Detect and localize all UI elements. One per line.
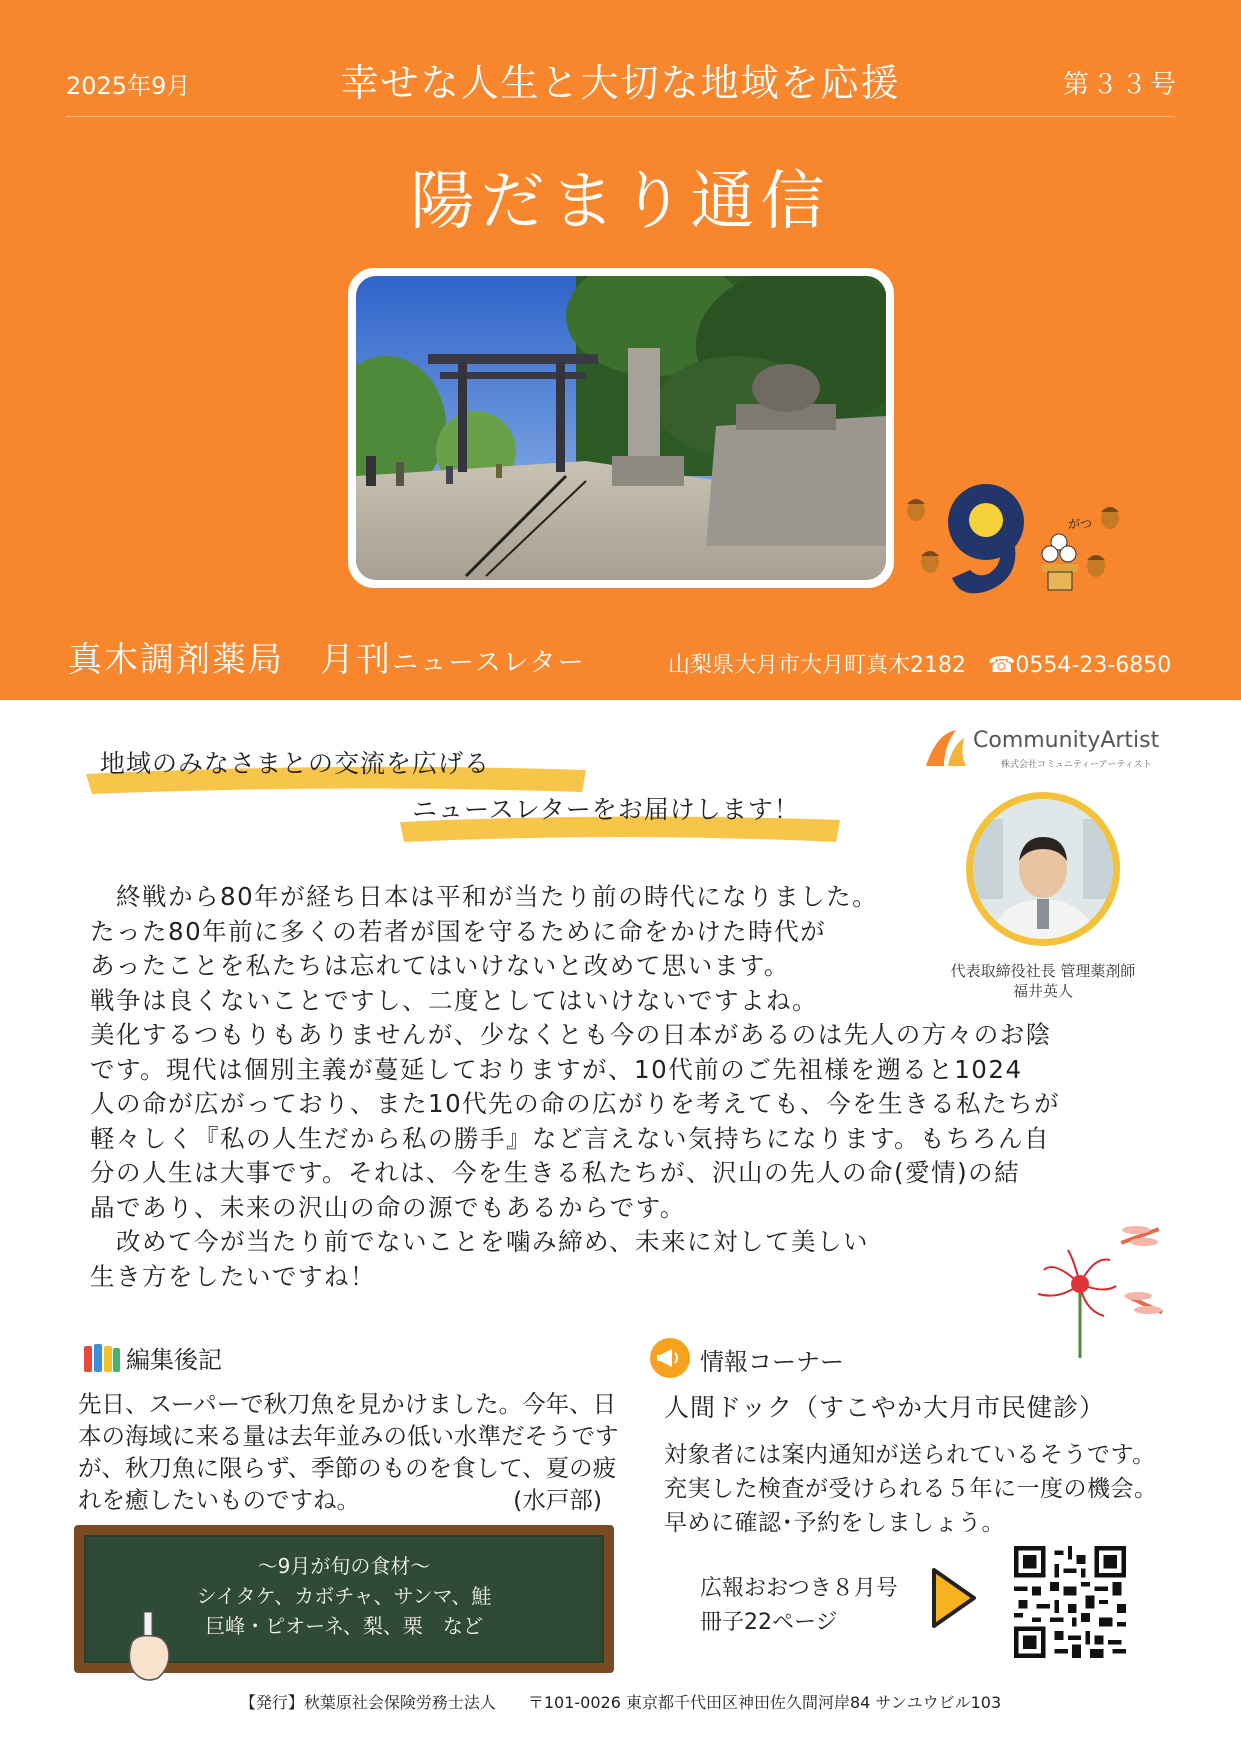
publisher-footer: 【発行】秋葉原社会保険労務士法人 〒101-0026 東京都千代田区神田佐久間河岸84 サンユウビル103 bbox=[239, 1693, 1002, 1712]
message-line: です。現代は個別主義が蔓延しておりますが、10代前のご先祖様を遡ると1024 bbox=[90, 1054, 1023, 1084]
store-name-main: 真木調剤薬局 月刊 bbox=[68, 640, 392, 680]
editor-note-body bbox=[78, 1388, 638, 1516]
editor-note-line-last bbox=[78, 1484, 638, 1516]
issue-number: 第３３号 bbox=[1062, 70, 1179, 100]
blackboard-line: 巨峰・ピオーネ、梨、栗 など bbox=[205, 1614, 483, 1638]
message-line: 晶であり、未来の沢山の命の源でもあるからです。 bbox=[90, 1192, 686, 1222]
headline-line-1: 地域のみなさまとの交流を広げる bbox=[100, 749, 491, 778]
message-line: 軽々しく『私の人生だから私の勝手』など言えない気持ちになります。もちろん自 bbox=[90, 1123, 1051, 1153]
message-line: 生き方をしたいですね！ bbox=[90, 1261, 376, 1291]
megaphone-glyph bbox=[650, 1338, 690, 1378]
info-line: 早めに確認･予約をしましょう。 bbox=[664, 1510, 1005, 1536]
store-name-sub: ニュースレター bbox=[392, 648, 586, 678]
representative-title: 代表取締役社長 管理薬剤師 bbox=[950, 962, 1136, 980]
message-line: たった80年前に多くの若者が国を守るために命をかけた時代が bbox=[90, 916, 827, 946]
info-corner-title: 情報コーナー bbox=[700, 1348, 844, 1376]
blackboard-line: シイタケ、カボチャ、サンマ、鮭 bbox=[196, 1584, 492, 1608]
september-moon-illustration bbox=[904, 470, 1134, 600]
message-line: 美化するつもりもありませんが、少なくとも今の日本があるのは先人の方々のお陰 bbox=[90, 1020, 1052, 1049]
editor-signature: (水戸部) bbox=[513, 1486, 602, 1514]
bulletin-issue: 広報おおつき８月号 bbox=[700, 1576, 898, 1601]
store-address: 山梨県大月市大月町真木2182 ☎0554-23-6850 bbox=[668, 653, 1172, 678]
info-line: 対象者には案内通知が送られているそうです。 bbox=[664, 1442, 1156, 1468]
message-body bbox=[90, 880, 1170, 1294]
logo-subtitle: 株式会社コミュニティーアーティスト bbox=[1001, 760, 1152, 770]
spider-lily-dragonfly-illustration bbox=[1024, 1220, 1174, 1360]
public-bulletin-reference bbox=[700, 1572, 898, 1640]
message-line: 人の命が広がっており、また10代先の命の広がりを考えても、今を生きる私たちが bbox=[90, 1089, 1061, 1118]
message-line: 分の人生は大事です。それは、今を生きる私たちが、沢山の先人の命(愛情)の結 bbox=[90, 1158, 1021, 1187]
message-line: あったことを私たちは忘れてはいけないと改めて思います。 bbox=[90, 951, 790, 980]
message-line: 戦争は良くないことですし、二度としてはいけないですよね。 bbox=[90, 985, 818, 1015]
store-name bbox=[68, 632, 586, 681]
hand-with-chalk-icon bbox=[118, 1612, 184, 1684]
editor-note-line: 先日、スーパーで秋刀魚を見かけました。今年、日 bbox=[78, 1390, 617, 1418]
blackboard-heading: ～9月が旬の食材～ bbox=[257, 1554, 431, 1578]
header-divider bbox=[66, 116, 1175, 117]
shrine-photo bbox=[356, 276, 886, 580]
editor-note-line: れを癒したいものですね。 bbox=[78, 1486, 360, 1514]
header-banner bbox=[0, 0, 1241, 700]
editor-note-line: が、秋刀魚に限らず、季節のものを食して、夏の疲 bbox=[78, 1454, 617, 1482]
headline-line-2: ニュースレターをお届けします！ bbox=[412, 795, 800, 824]
editor-note-line: 本の海域に来る量は去年並みの低い水準だそうです bbox=[78, 1422, 619, 1450]
newsletter-title: 陽だまり通信 bbox=[410, 165, 831, 239]
pencils-icon bbox=[82, 1340, 122, 1374]
logo-name: CommunityArtist bbox=[973, 728, 1160, 753]
shrine-photo-frame bbox=[348, 268, 894, 588]
play-arrow-icon bbox=[928, 1566, 980, 1630]
shrine-photo-image bbox=[356, 276, 886, 580]
message-line: 終戦から80年が経ち日本は平和が当たり前の時代になりました。 bbox=[90, 882, 879, 911]
megaphone-icon bbox=[650, 1338, 690, 1378]
info-body bbox=[664, 1438, 1158, 1540]
representative-name: 福井英人 bbox=[1012, 982, 1073, 1000]
issue-date: 2025年9月 bbox=[66, 72, 191, 100]
info-subtitle: 人間ドック（すこやか大月市民健診） bbox=[664, 1393, 1106, 1422]
month-badge: がつ bbox=[1068, 517, 1093, 531]
bulletin-page: 冊子22ページ bbox=[700, 1610, 838, 1635]
header-slogan: 幸せな人生と大切な地域を応援 bbox=[340, 61, 901, 105]
qr-code[interactable] bbox=[1014, 1546, 1126, 1658]
info-line: 充実した検査が受けられる５年に一度の機会。 bbox=[664, 1476, 1158, 1502]
message-line: 改めて今が当たり前でないことを噛み締め、未来に対して美しい bbox=[90, 1227, 870, 1256]
editor-note-title: 編集後記 bbox=[126, 1346, 222, 1374]
